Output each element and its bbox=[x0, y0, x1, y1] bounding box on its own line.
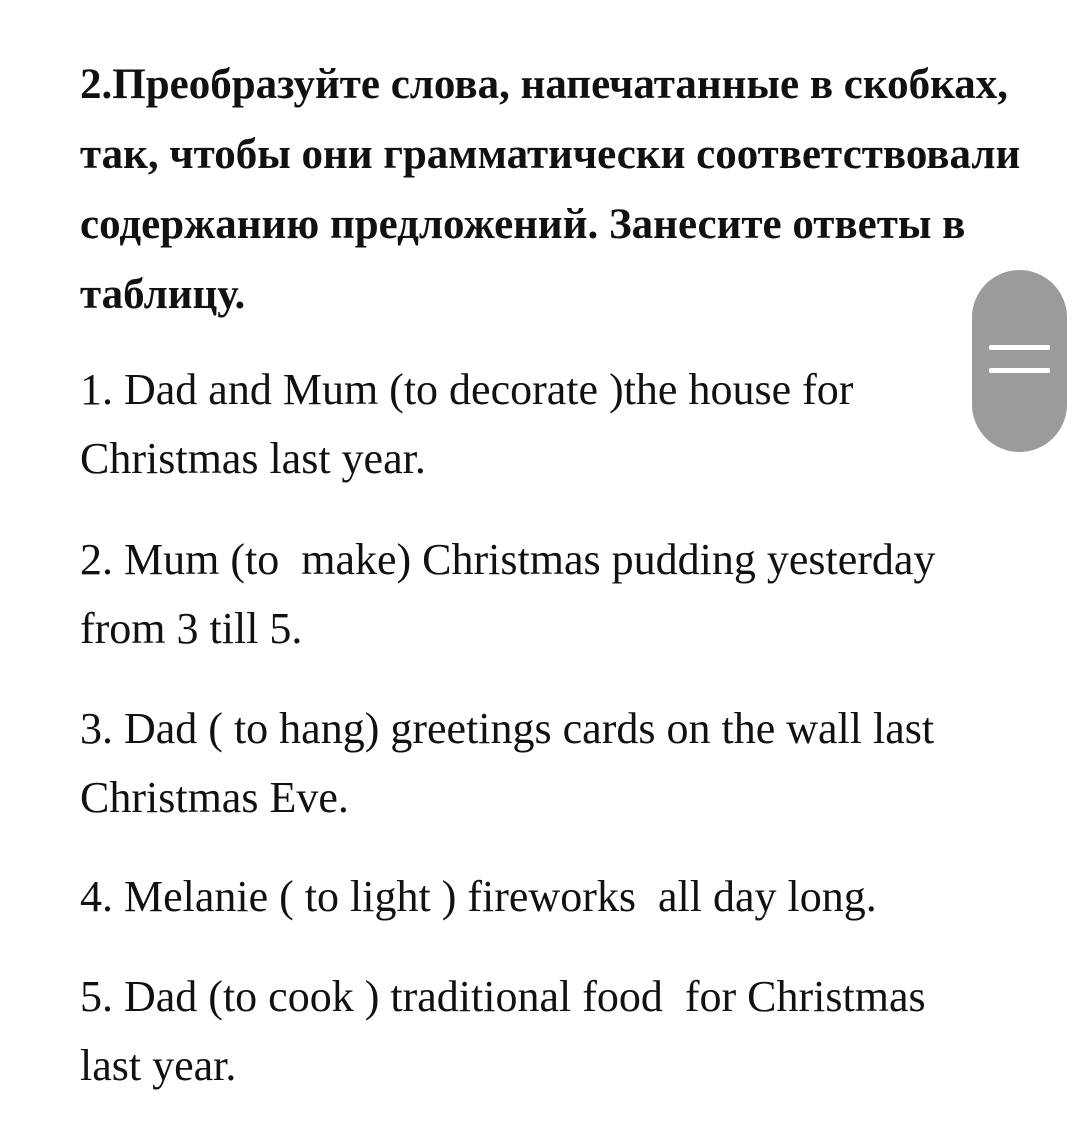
task-heading: 2.Преобразуйте слова, напечатанные в скобках, так, чтобы они грамматически соответствовали содержанию предложений. Занесите ответы в таблицу. bbox=[80, 61, 1021, 318]
scroll-drag-handle[interactable] bbox=[972, 270, 1067, 452]
sentence-4: 4. Melanie ( to light ) fireworks all day long. bbox=[80, 872, 877, 921]
sentence-2: 2. Mum (to make) Christmas pudding yesterday from 3 till 5. bbox=[80, 535, 947, 653]
drag-handle-icon bbox=[989, 345, 1050, 350]
sentence-5: 5. Dad (to cook ) traditional food for Christmas last year. bbox=[80, 972, 937, 1090]
sentence-1: 1. Dad and Mum (to decorate )the house for Christmas last year. bbox=[80, 365, 865, 483]
drag-handle-icon-lower-bar bbox=[989, 368, 1050, 373]
sentence-3: 3. Dad ( to hang) greetings cards on the wall last Christmas Eve. bbox=[80, 704, 946, 822]
